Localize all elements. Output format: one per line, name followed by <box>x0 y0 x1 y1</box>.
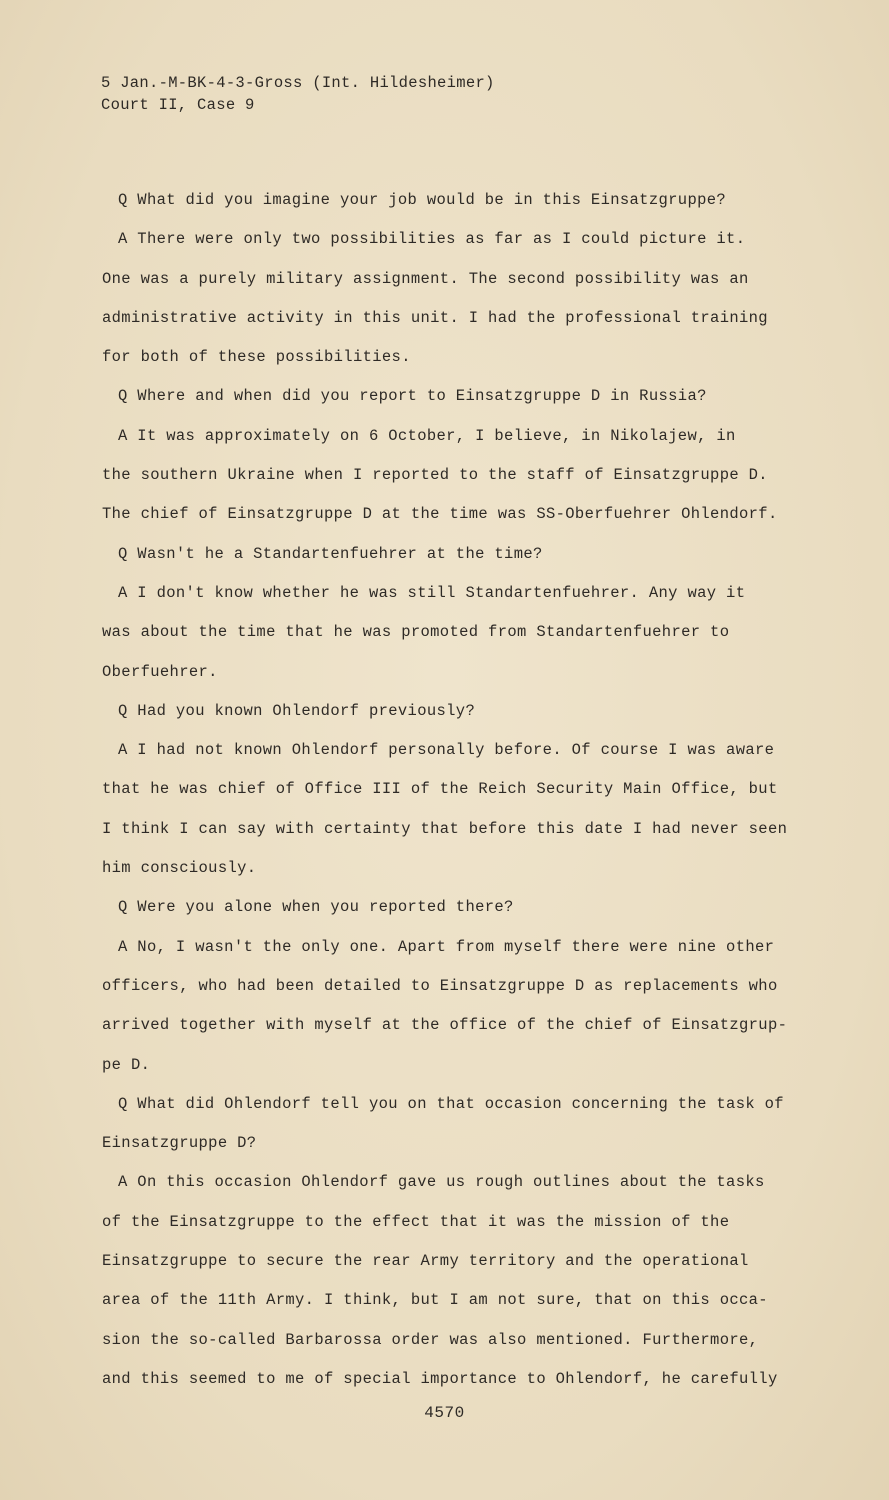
text-line: administrative activity in this unit. I had the professional training <box>102 308 768 327</box>
header-court-line: Court II, Case 9 <box>101 96 255 114</box>
text-line: was about the time that he was promoted from Standartenfuehrer to <box>102 623 730 642</box>
text-line: him consciously. <box>102 859 257 878</box>
page-number: 4570 <box>424 1404 465 1422</box>
answer-line: A I had not known Ohlendorf personally before. Of course I was aware <box>118 741 775 760</box>
text-line: The chief of Einsatzgruppe D at the time was SS-Oberfuehrer Ohlendorf. <box>102 505 778 524</box>
text-line: the southern Ukraine when I reported to the staff of Einsatzgruppe D. <box>102 466 768 485</box>
answer-line: A I don't know whether he was still Standartenfuehrer. Any way it <box>118 583 746 602</box>
question-line: Q Wasn't he a Standartenfuehrer at the time? <box>118 544 543 563</box>
text-line: that he was chief of Office III of the Reich Security Main Office, but <box>102 780 778 799</box>
answer-line: A There were only two possibilities as far as I could picture it. <box>118 230 746 249</box>
answer-line: A It was approximately on 6 October, I believe, in Nikolajew, in <box>118 426 736 445</box>
text-line: officers, who had been detailed to Einsatzgruppe D as replacements who <box>102 976 778 995</box>
text-line: and this seemed to me of special importance to Ohlendorf, he carefully <box>102 1369 778 1388</box>
text-line: Oberfuehrer. <box>102 662 218 681</box>
header-reference-line: 5 Jan.-M-BK-4-3-Gross (Int. Hildesheimer) <box>101 74 495 92</box>
question-line: Q What did Ohlendorf tell you on that occasion concerning the task of <box>118 1094 784 1113</box>
question-line: Q Had you known Ohlendorf previously? <box>118 701 476 720</box>
text-line: area of the 11th Army. I think, but I am not sure, that on this occa- <box>102 1291 768 1310</box>
text-line: for both of these possibilities. <box>102 348 411 367</box>
text-line: Einsatzgruppe D? <box>102 1134 257 1153</box>
question-line: Q Where and when did you report to Einsatzgruppe D in Russia? <box>118 387 707 406</box>
answer-line: A On this occasion Ohlendorf gave us rough outlines about the tasks <box>118 1173 765 1192</box>
text-line: I think I can say with certainty that before this date I had never seen <box>102 819 788 838</box>
transcript-body <box>102 185 822 1403</box>
text-line: sion the so-called Barbarossa order was also mentioned. Furthermore, <box>102 1330 759 1349</box>
text-line: One was a purely military assignment. The second possibility was an <box>102 269 749 288</box>
question-line: Q Were you alone when you reported there? <box>118 898 514 917</box>
text-line: arrived together with myself at the office of the chief of Einsatzgrup- <box>102 1016 788 1035</box>
document-header <box>101 72 495 116</box>
text-line: Einsatzgruppe to secure the rear Army territory and the operational <box>102 1252 749 1271</box>
answer-line: A No, I wasn't the only one. Apart from myself there were nine other <box>118 937 775 956</box>
text-line: of the Einsatzgruppe to the effect that it was the mission of the <box>102 1212 730 1231</box>
text-line: pe D. <box>102 1055 151 1074</box>
question-line: Q What did you imagine your job would be in this Einsatzgruppe? <box>118 191 727 209</box>
